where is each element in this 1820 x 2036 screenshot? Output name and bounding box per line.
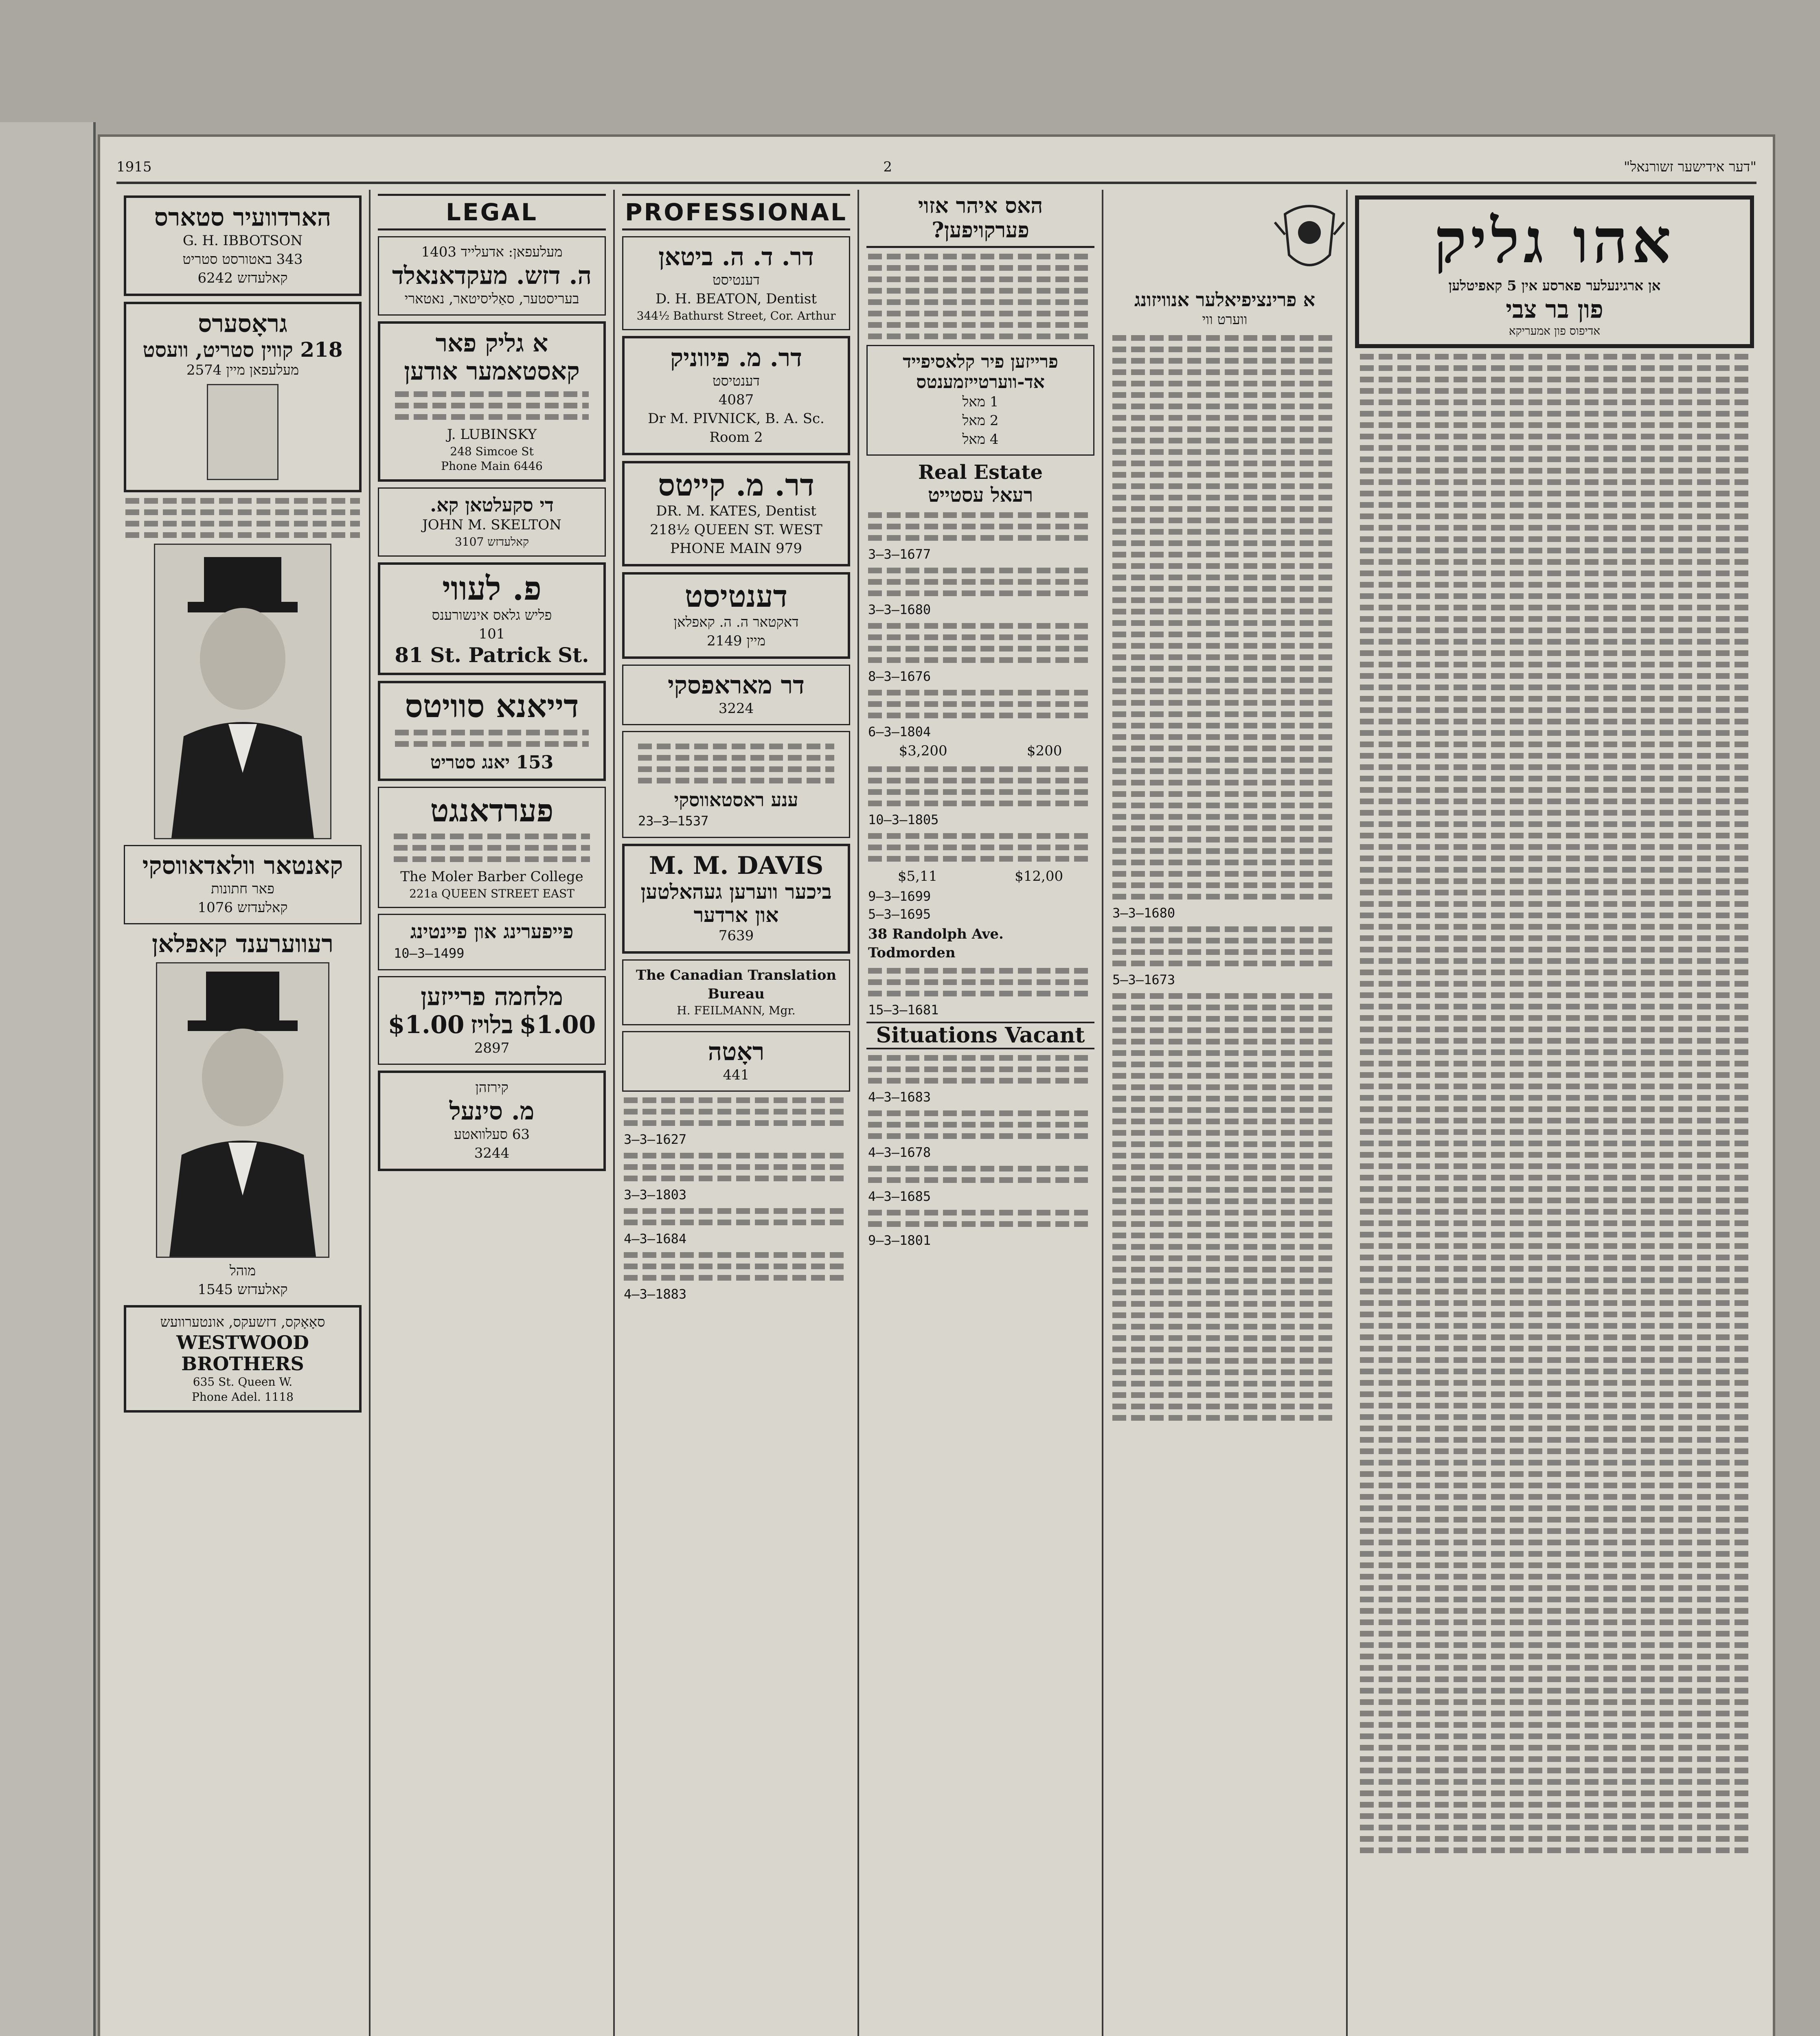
situations-heading: Situations Vacant: [866, 1022, 1094, 1049]
header-page-number: 2: [883, 159, 892, 176]
ad-mcdonald: [378, 236, 606, 316]
ad-levy-address: 81 St. Patrick St.: [395, 643, 589, 667]
column-feature: [1346, 190, 1761, 2036]
notice-title: א פרינציפיאלער אנוויזונג: [1134, 289, 1315, 311]
ad-kantor: [124, 845, 362, 924]
feature-note: אדיפוס פון אמעריקא: [1509, 324, 1601, 338]
ad-grocers-portrait: [207, 384, 278, 480]
ad-dentist-name: דאקטאר ה. ה. קאפלאן: [673, 614, 799, 631]
professional-heading: PROFESSIONAL: [622, 194, 850, 230]
ad-hardware-address: 343 באטורסט סטריט: [182, 251, 303, 268]
ad-beaton-address: 344½ Bathurst Street, Cor. Arthur: [636, 309, 836, 323]
ad-davis: [622, 844, 850, 954]
ad-kaplan-note: מוהל: [229, 1262, 256, 1279]
ref-6: 1699—3—9: [868, 888, 931, 904]
ad-kates-name: DR. M. KATES, Dentist: [656, 503, 816, 520]
column-ads-left: [116, 190, 369, 2036]
ref-8: 1681—3—15: [868, 1002, 939, 1018]
ad-mcdonald-name: ה. דזש. מעקדאנאלד: [392, 261, 592, 290]
ad-kantor-name: קאנטאר וולאדאווסקי: [142, 851, 343, 880]
ad-pivnik-name: Dr M. PIVNICK, B. A. Sc.: [648, 410, 824, 427]
ad-pivnik: [622, 336, 850, 455]
amount-1: $3,200: [899, 742, 947, 759]
ad-clothing-name: J. LUBINSKY: [447, 426, 537, 443]
ad-hardware-name: G. H. IBBOTSON: [182, 233, 303, 249]
real-estate-subheading: רעאל עסטייט: [928, 483, 1033, 507]
ad-clothing-address: 248 Simcoe St: [450, 444, 534, 458]
ref-3: 1684—3—4: [624, 1231, 687, 1246]
ad-westwood-text: סאָאָקס, דזשעקס, אונטערוועש: [160, 1314, 325, 1330]
notice-crest-note: ווערט ווי: [1202, 311, 1248, 328]
ad-westwood: [124, 1305, 362, 1413]
ad-levy-role: פליש גלאס אינשורענס: [432, 607, 552, 623]
ad-beaton: [622, 236, 850, 330]
ref-9: 1683—3—4: [868, 1089, 931, 1105]
classified-price-2: 2 מאל: [962, 412, 999, 429]
ad-milchama-price-2: $1.00: [519, 1011, 596, 1040]
classified-prices: [866, 345, 1094, 456]
ad-diana: [378, 681, 606, 781]
ad-translation-person: H. FEILMANN, Mgr.: [677, 1004, 796, 1018]
ad-milchama-price-1: $1.00: [388, 1011, 465, 1040]
ad-pivnik-role: דענטיסט: [713, 373, 760, 390]
ad-hardware: [124, 195, 362, 296]
ad-westwood-address: 635 St. Queen W.: [193, 1375, 293, 1389]
ad-kates-title: דר. מ. קייטס: [658, 467, 815, 503]
coat-of-arms-icon: [1273, 198, 1346, 279]
ad-translation: [622, 959, 850, 1025]
ad-skelton-phone: קאלעדזש 3107: [455, 535, 529, 549]
legal-heading: LEGAL: [378, 194, 606, 230]
ad-dentist-title: דענטיסט: [684, 579, 788, 614]
ref-11: 1685—3—4: [868, 1189, 931, 1204]
ref-4: 1883—3—4: [624, 1286, 687, 1302]
ad-mcdonald-role: בעריסטער, סאַליסיטאר, נאטארי: [404, 290, 579, 307]
amount-4: $12,00: [1015, 868, 1063, 884]
ad-milchama-phone: 2897: [474, 1040, 510, 1057]
ad-clothing: [378, 321, 606, 482]
ad-beaton-role: דענטיסט: [713, 272, 760, 288]
ad-levy-number: 101: [478, 625, 505, 642]
ad-clothing-title: א גליק פאר קאסטאמער אודען: [404, 329, 580, 386]
column-notices: [1102, 190, 1346, 2036]
ad-rastowski: [622, 731, 850, 838]
ref-12: 1801—3—9: [868, 1233, 931, 1248]
kaplan-portrait: [156, 962, 329, 1258]
ad-beaton-name: D. H. BEATON, Dentist: [655, 290, 817, 307]
ad-dentist-phone: מיין 2149: [707, 633, 765, 649]
feature-author: פון בר צבי: [1506, 295, 1603, 324]
classified-prices-title: פרייזען פיר קלאסיפייד אד-ווערטייזמענטס: [903, 351, 1058, 393]
ref-3: 1676—3—8: [868, 668, 931, 684]
ad-kirtzhan-name: מ. סינעל: [449, 1097, 535, 1126]
ad-skelton-title: די סקעלטאן קא.: [430, 494, 554, 516]
ad-grocers-phone: מעלעפאן מיין 2574: [186, 362, 299, 379]
amount-2: $200: [1026, 742, 1062, 759]
ad-grocers-title: גראָסערס: [198, 309, 287, 338]
ad-milchama-title: מלחמה פרייזען: [421, 983, 563, 1011]
ad-kirtzhan: [378, 1071, 606, 1171]
ad-levy: [378, 562, 606, 675]
ad-westwood-phone: Phone Adel. 1118: [192, 1390, 294, 1404]
column-classified: [857, 190, 1102, 2036]
ad-roth-phone: 441: [723, 1066, 750, 1083]
ref-1: 1627—3—3: [624, 1131, 687, 1147]
feature-title: אהו גליק: [1434, 205, 1675, 277]
ad-kantor-phone: קאלעדזש 1076: [197, 899, 288, 916]
ad-finance: [378, 914, 606, 970]
ref-10: 1678—3—4: [868, 1145, 931, 1161]
classified-title: האס איהר אזוי פערקויפען?: [866, 194, 1094, 248]
amount-3: $5,11: [897, 868, 938, 884]
ref-2: 1803—3—3: [624, 1187, 687, 1202]
ad-kirtzhan-address: 63 סעלוואטע: [454, 1126, 530, 1143]
ad-finance-title: פייפערינג און פיינטינג: [410, 920, 574, 943]
ad-davis-title: ביכער ווערען געהאלטען און ארדער: [640, 879, 832, 927]
ad-beaton-title: דר. ד. ה. ביטאן: [658, 243, 814, 271]
ad-barber: [378, 787, 606, 908]
column-professional: [613, 190, 857, 2036]
ad-westwood-name: WESTWOOD BROTHERS: [176, 1331, 309, 1375]
ad-barber-name: The Moler Barber College: [400, 868, 583, 885]
portrait-illustration: [155, 545, 330, 838]
ad-skelton: [378, 487, 606, 556]
ad-barber-address: 221a QUEEN STREET EAST: [409, 886, 575, 900]
ad-rastowski-ref: 1537—3—23: [638, 813, 709, 829]
ad-grocers-address: 218 קווין סטריט, וועסט: [143, 337, 343, 362]
ad-roth: [622, 1031, 850, 1092]
ad-clothing-phone: Phone Main 6446: [441, 459, 543, 473]
ref-7: 1695—3—5: [868, 906, 931, 922]
classified-price-1: 1 מאל: [962, 393, 999, 410]
ad-kates: [622, 461, 850, 566]
ref-2: 1680—3—3: [868, 601, 931, 617]
classified-price-3: 4 מאל: [962, 431, 999, 448]
ad-kaplan-name: רעווערענד קאפלאן: [152, 929, 333, 958]
kantor-portrait: [154, 544, 331, 839]
ad-hardware-title: הארדוועיר סטארס: [154, 203, 331, 232]
ad-text-block: [125, 498, 360, 538]
ad-skelton-name: JOHN M. SKELTON: [422, 517, 561, 533]
ad-levy-name: פ. לעווי: [442, 569, 542, 608]
ad-kirtzhan-phone: 3244: [474, 1145, 510, 1162]
ad-pivnik-room: Room 2: [709, 429, 763, 445]
ref-1: 1680—3—3: [1112, 905, 1175, 921]
ad-diana-address: 153 יאנג סטריט: [430, 752, 554, 773]
ref-2: 1673—3—5: [1112, 972, 1175, 987]
ad-milchama-note: בלויז: [470, 1011, 513, 1040]
ad-roth-title: ראָטה: [708, 1037, 765, 1066]
ad-diana-name: דייאנא סוויטס: [405, 687, 579, 725]
ad-rastowski-title: ענע ראסטאווסקי: [674, 788, 798, 811]
ad-finance-ref: 1499—3—10: [394, 946, 465, 961]
randolph-address: 38 Randolph Ave. Todmorden: [868, 926, 1004, 961]
ad-milchama: [378, 976, 606, 1065]
running-header: [116, 153, 1756, 184]
portrait-illustration: [157, 963, 328, 1257]
ad-kantor-note: פאר חתונות: [211, 881, 274, 897]
ad-davis-name: M. M. DAVIS: [649, 851, 824, 880]
ref-1: 1677—3—3: [868, 546, 931, 562]
ad-morawski: [622, 665, 850, 725]
ad-kates-address: 218½ QUEEN ST. WEST: [650, 522, 822, 538]
ad-kirtzhan-label: קירזהן: [475, 1079, 509, 1096]
ad-pivnik-title: דר. מ. פיווניק: [670, 344, 802, 373]
ad-grocers: [124, 302, 362, 492]
header-date: 1915: [116, 159, 152, 176]
ad-morawski-title: דר מאראפסקי: [668, 671, 805, 700]
feature-subtitle: אן ארגינעלער פארסע אין 5 קאפיטלען: [1448, 278, 1661, 294]
ad-dentist: [622, 572, 850, 659]
ad-kaplan-phone: קאלעדזש 1545: [197, 1281, 288, 1298]
header-running-title: "דער אידישער זשורנאל": [1623, 159, 1756, 176]
column-legal: [369, 190, 613, 2036]
ad-hardware-phone: קאלעדזש 6242: [197, 270, 288, 286]
real-estate-heading: Real Estate: [918, 461, 1043, 484]
ref-4: 1804—3—6: [868, 724, 931, 739]
ad-pivnik-phone: 4087: [718, 392, 754, 408]
previous-page-edge: [0, 122, 96, 2036]
ad-davis-phone: 7639: [718, 927, 754, 944]
ad-morawski-phone: 3224: [718, 700, 754, 717]
ad-translation-name: The Canadian Translation Bureau: [636, 967, 837, 1002]
ref-5: 1805—3—10: [868, 812, 939, 827]
ad-kates-phone: PHONE MAIN 979: [670, 540, 803, 557]
ad-barber-title: פערדאנגט: [430, 792, 554, 829]
ad-mcdonald-phone: מעלעפאן: אדעלייד 1403: [421, 244, 563, 260]
feature-masthead: [1355, 195, 1754, 348]
newspaper-page: [98, 134, 1775, 2036]
